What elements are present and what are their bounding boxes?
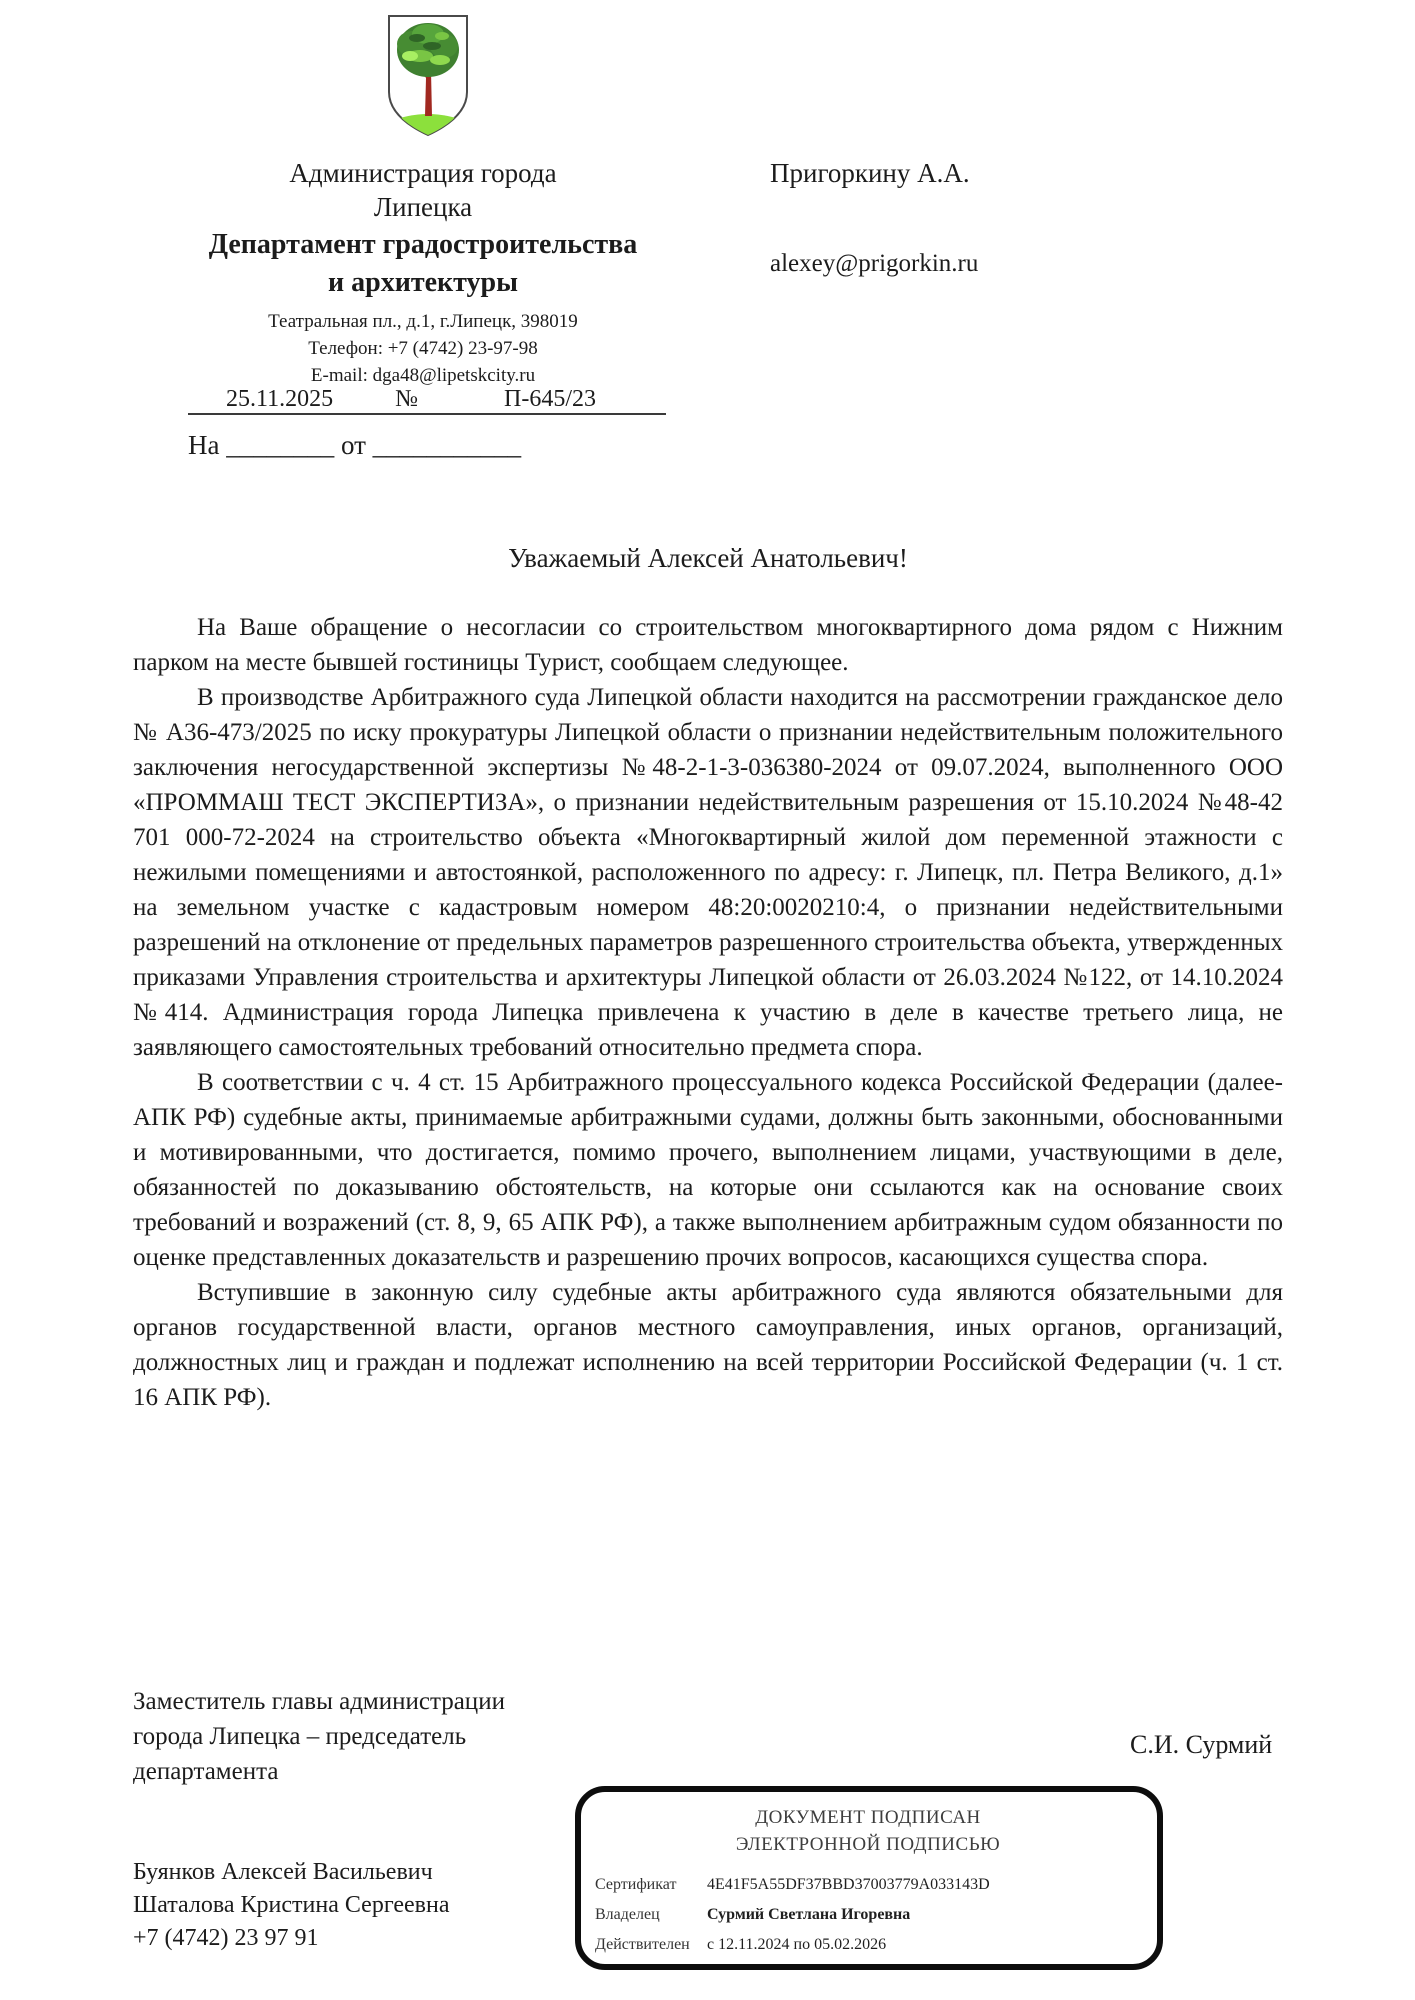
org-name-line2: Липецка — [373, 192, 473, 222]
stamp-owner-value: Сурмий Светлана Игоревна — [707, 1906, 911, 1923]
org-contact-info — [133, 308, 713, 389]
stamp-title-line1: ДОКУМЕНТ ПОДПИСАН — [755, 1807, 981, 1828]
doc-number: П-645/23 — [504, 386, 597, 412]
paragraph-4: Вступившие в законную силу судебные акты арбитражного суда являются обязательными для органов государственной власти, органов местного самоуправления, иных органов, организаций, должностных лиц и граждан и подлежат исполнению на всей территории Российской Федерации (ч. 1 ст. 16 АПК РФ). — [133, 1279, 1283, 1411]
reference-line: На ________ от ___________ — [188, 430, 522, 460]
org-name-line1: Администрация города — [289, 158, 557, 188]
recipient-name: Пригоркину А.А. — [770, 158, 970, 188]
lipetsk-coat-of-arms-icon — [384, 12, 472, 140]
executor-name-2: Шаталова Кристина Сергеевна — [133, 1892, 450, 1918]
doc-date-number-line — [188, 386, 666, 415]
stamp-validity-label: Действителен — [595, 1936, 690, 1953]
signer-name: С.И. Сурмий — [1130, 1730, 1273, 1759]
org-phone: Телефон: +7 (4742) 23-97-98 — [308, 338, 538, 359]
stamp-owner-label: Владелец — [595, 1906, 660, 1923]
org-dept-line2: и архитектуры — [328, 267, 518, 298]
letter-body — [133, 610, 1283, 1415]
stamp-details — [595, 1870, 1141, 1960]
org-dept-line1: Департамент градостроительства — [208, 229, 638, 260]
org-name — [133, 156, 713, 224]
org-address: Театральная пл., д.1, г.Липецк, 398019 — [268, 311, 578, 332]
org-department — [133, 226, 713, 302]
salutation: Уважаемый Алексей Анатольевич! — [508, 543, 908, 573]
executor-phone: +7 (4742) 23 97 91 — [133, 1925, 319, 1951]
doc-date: 25.11.2025 — [226, 386, 334, 412]
signer-position-line2: города Липецка – председатель — [133, 1723, 467, 1750]
stamp-certificate-label: Сертификат — [595, 1876, 677, 1893]
paragraph-3: В соответствии с ч. 4 ст. 15 Арбитражного процессуального кодекса Российской Федерации (далее-АПК РФ) судебные акты, принимаемые арбитражными судами, должны быть законными, обоснованными и мотивированными, что достигается, помимо прочего, выполнением лицами, участвующими в деле, обязанностей по доказыванию обстоятельств, на которые они ссылаются как на основание своих требований и возражений (ст. 8, 9, 65 АПК РФ), а также выполнением арбитражным судом обязанности по оценке представленных доказательств и разрешению прочих вопросов, касающихся существа спора. — [133, 1069, 1283, 1271]
signer-position — [133, 1684, 653, 1789]
executor-contacts — [133, 1856, 553, 1955]
paragraph-1: На Ваше обращение о несогласии со строительством многоквартирного дома рядом с Нижним парком на месте бывшей гостиницы Турист, сообщаем следующее. — [133, 614, 1283, 676]
recipient-email: alexey@prigorkin.ru — [770, 250, 979, 277]
signer-position-line3: департамента — [133, 1758, 279, 1785]
stamp-certificate-value: 4E41F5A55DF37BBD37003779A033143D — [707, 1876, 990, 1893]
e-signature-stamp — [575, 1786, 1163, 1970]
org-email: E-mail: dga48@lipetskcity.ru — [310, 365, 536, 386]
stamp-title-line2: ЭЛЕКТРОННОЙ ПОДПИСЬЮ — [735, 1834, 1001, 1855]
doc-number-sign: № — [395, 386, 419, 412]
stamp-owner-row — [595, 1900, 1141, 1930]
stamp-validity-value: с 12.11.2024 по 05.02.2026 — [707, 1936, 887, 1953]
executor-name-1: Буянков Алексей Васильевич — [133, 1859, 433, 1885]
stamp-validity-row — [595, 1930, 1141, 1960]
paragraph-2: В производстве Арбитражного суда Липецкой области находится на рассмотрении гражданское дело № А36-473/2025 по иску прокуратуры Липецкой области о признании недействительным положительного заключения негосударственной экспертизы №48-2-1-3-036380-2024 от 09.07.2024, выполненного ООО «ПРОММАШ ТЕСТ ЭКСПЕРТИЗА», о признании недействительным разрешения от 15.10.2024 №48-42 701 000-72-2024 на строительство объекта «Многоквартирный жилой дом переменной этажности с нежилыми помещениями и автостоянкой, расположенного по адресу: г. Липецк, пл. Петра Великого, д.1» на земельном участке с кадастровым номером 48:20:0020210:4, о признании недействительными разрешений на отклонение от предельных параметров разрешенного строительства объекта, утвержденных приказами Управления строительства и архитектуры Липецкой области от 26.03.2024 №122, от 14.10.2024 №414. Администрация города Липецка привлечена к участию в деле в качестве третьего лица, не заявляющего самостоятельных требований относительно предмета спора. — [133, 684, 1283, 1061]
stamp-title — [595, 1804, 1141, 1858]
signer-position-line1: Заместитель главы администрации — [133, 1688, 505, 1715]
stamp-certificate-row — [595, 1870, 1141, 1900]
